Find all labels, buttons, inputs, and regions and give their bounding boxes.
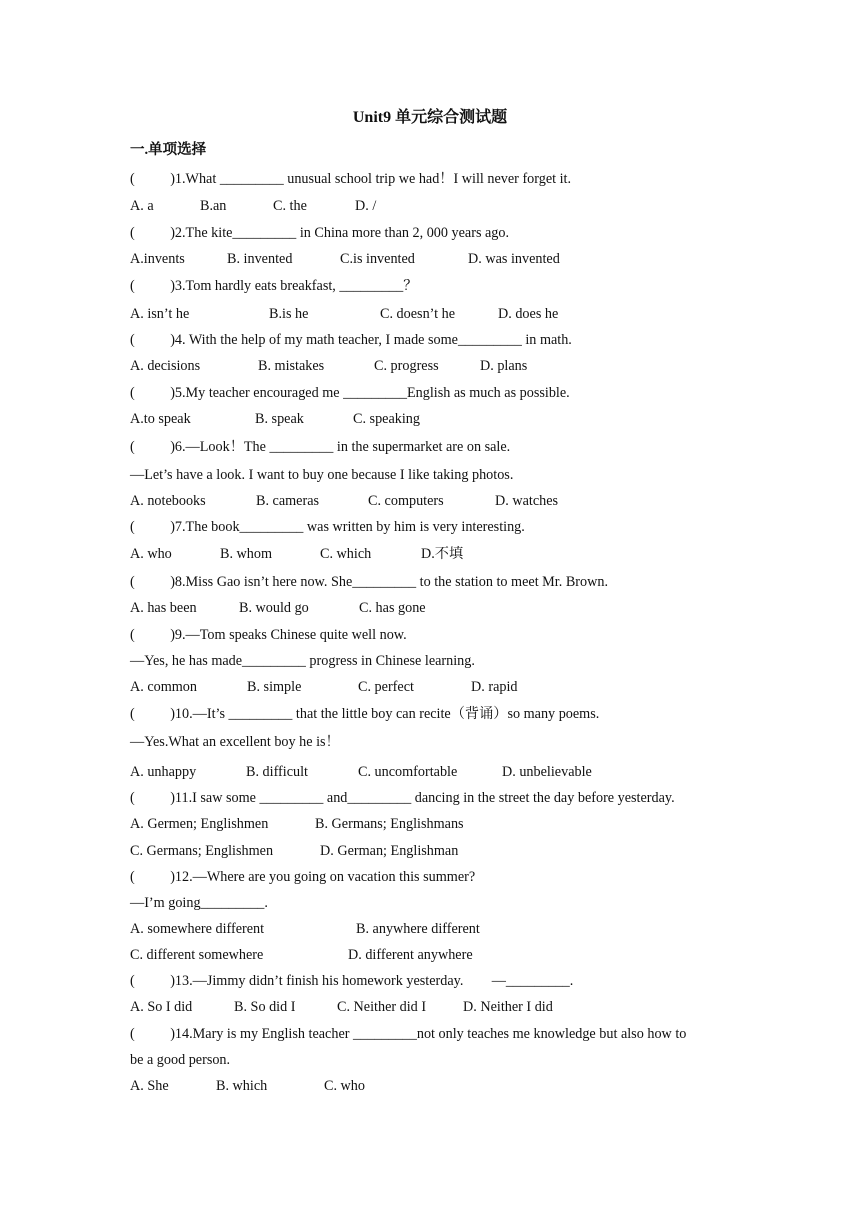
answer-option: C. the (273, 198, 307, 214)
question-text: ( )14.Mary is my English teacher _________not only teaches me knowledge but also how to (130, 1026, 687, 1042)
answer-option: A. has been (130, 600, 197, 616)
answer-option: C. doesn’t he (380, 306, 456, 322)
question-text: ( )8.Miss Gao isn’t here now. She_________ to the station to meet Mr. Brown. (130, 574, 608, 590)
option-row (130, 252, 730, 268)
option-row (130, 307, 730, 323)
option-row (130, 547, 730, 563)
answer-option: D. Neither I did (463, 999, 553, 1015)
answer-option: C. speaking (353, 411, 420, 427)
answer-option: A. decisions (130, 358, 201, 374)
option-row (130, 359, 730, 375)
answer-option: B. whom (220, 546, 273, 562)
answer-option: D.不填 (421, 546, 464, 562)
answer-option: A. isn’t he (130, 306, 190, 322)
answer-option: D. German; Englishman (320, 843, 459, 859)
answer-option: A. So I did (130, 999, 193, 1015)
option-row (130, 601, 730, 617)
answer-option: A. common (130, 679, 197, 695)
answer-option: A.invents (130, 251, 185, 267)
question-text: ( )11.I saw some _________ and_________ dancing in the street the day before yesterday. (130, 790, 675, 806)
answer-option: B. mistakes (258, 358, 325, 374)
question-text: ( )4. With the help of my math teacher, I made some_________ in math. (130, 332, 572, 348)
answer-option: B. speak (255, 411, 304, 427)
answer-option: A. Germen; Englishmen (130, 816, 269, 832)
question-text: ( )5.My teacher encouraged me _________English as much as possible. (130, 385, 570, 401)
question-text: ( )6.—Look！The _________ in the supermarket are on sale. (130, 439, 511, 455)
answer-option: B. invented (227, 251, 293, 267)
question-text: ( )9.—Tom speaks Chinese quite well now. (130, 627, 407, 643)
answer-option: B.is he (269, 306, 309, 322)
answer-option: C. different somewhere (130, 947, 264, 963)
answer-option: C. who (324, 1078, 365, 1094)
answer-option: B. simple (247, 679, 302, 695)
answer-option: B. which (216, 1078, 268, 1094)
answer-option: C. which (320, 546, 372, 562)
question-text: ( )7.The book_________ was written by him is very interesting. (130, 519, 525, 535)
answer-option: A. unhappy (130, 764, 197, 780)
option-row (130, 1000, 730, 1016)
answer-option: D. rapid (471, 679, 518, 695)
answer-option: B. Germans; Englishmans (315, 816, 464, 832)
answer-option: D. / (355, 198, 377, 214)
answer-option: C. uncomfortable (358, 764, 458, 780)
answer-option: C. progress (374, 358, 439, 374)
question-text: —I’m going_________. (130, 895, 268, 911)
question-text: ( )13.—Jimmy didn’t finish his homework yesterday. —_________. (130, 973, 574, 989)
answer-option: B. cameras (256, 493, 320, 509)
option-row (130, 844, 730, 860)
question-text: —Yes.What an excellent boy he is！ (130, 734, 340, 750)
answer-option: C. Neither did I (337, 999, 427, 1015)
answer-option: D. watches (495, 493, 559, 509)
option-row (130, 765, 730, 781)
question-text: ( )10.—It’s _________ that the little boy can recite（背诵）so many poems. (130, 706, 600, 722)
answer-option: B.an (200, 198, 227, 214)
option-row (130, 922, 730, 938)
answer-option: A. who (130, 546, 172, 562)
answer-option: D. unbelievable (502, 764, 592, 780)
option-row (130, 412, 730, 428)
answer-option: C. perfect (358, 679, 414, 695)
answer-option: D. different anywhere (348, 947, 473, 963)
answer-option: A. She (130, 1078, 169, 1094)
question-text: ( )12.—Where are you going on vacation this summer? (130, 869, 476, 885)
question-text: be a good person. (130, 1052, 231, 1068)
answer-option: C. computers (368, 493, 444, 509)
option-row (130, 948, 730, 964)
answer-option: B. anywhere different (356, 921, 480, 937)
answer-option: D. does he (498, 306, 559, 322)
option-row (130, 817, 730, 833)
section-heading: 一.单项选择 (130, 142, 207, 158)
option-row (130, 680, 730, 696)
option-row (130, 199, 730, 215)
answer-option: D. was invented (468, 251, 560, 267)
answer-option: A. a (130, 198, 154, 214)
question-text: ( )2.The kite_________ in China more than 2, 000 years ago. (130, 225, 510, 241)
answer-option: A. somewhere different (130, 921, 265, 937)
answer-option: B. So did I (234, 999, 296, 1015)
answer-option: C. Germans; Englishmen (130, 843, 274, 859)
option-row (130, 1079, 730, 1095)
question-text: ( )3.Tom hardly eats breakfast, _________？ (130, 278, 418, 294)
answer-option: C. has gone (359, 600, 426, 616)
answer-option: A.to speak (130, 411, 191, 427)
page-title: Unit9 单元综合测试题 (352, 109, 508, 126)
option-row (130, 494, 730, 510)
answer-option: C.is invented (340, 251, 415, 267)
question-text: ( )1.What _________ unusual school trip we had！I will never forget it. (130, 171, 572, 187)
answer-option: B. would go (239, 600, 309, 616)
answer-option: D. plans (480, 358, 528, 374)
answer-option: B. difficult (246, 764, 309, 780)
question-text: —Yes, he has made_________ progress in Chinese learning. (130, 653, 475, 669)
answer-option: A. notebooks (130, 493, 206, 509)
question-text: —Let’s have a look. I want to buy one because I like taking photos. (130, 467, 514, 483)
